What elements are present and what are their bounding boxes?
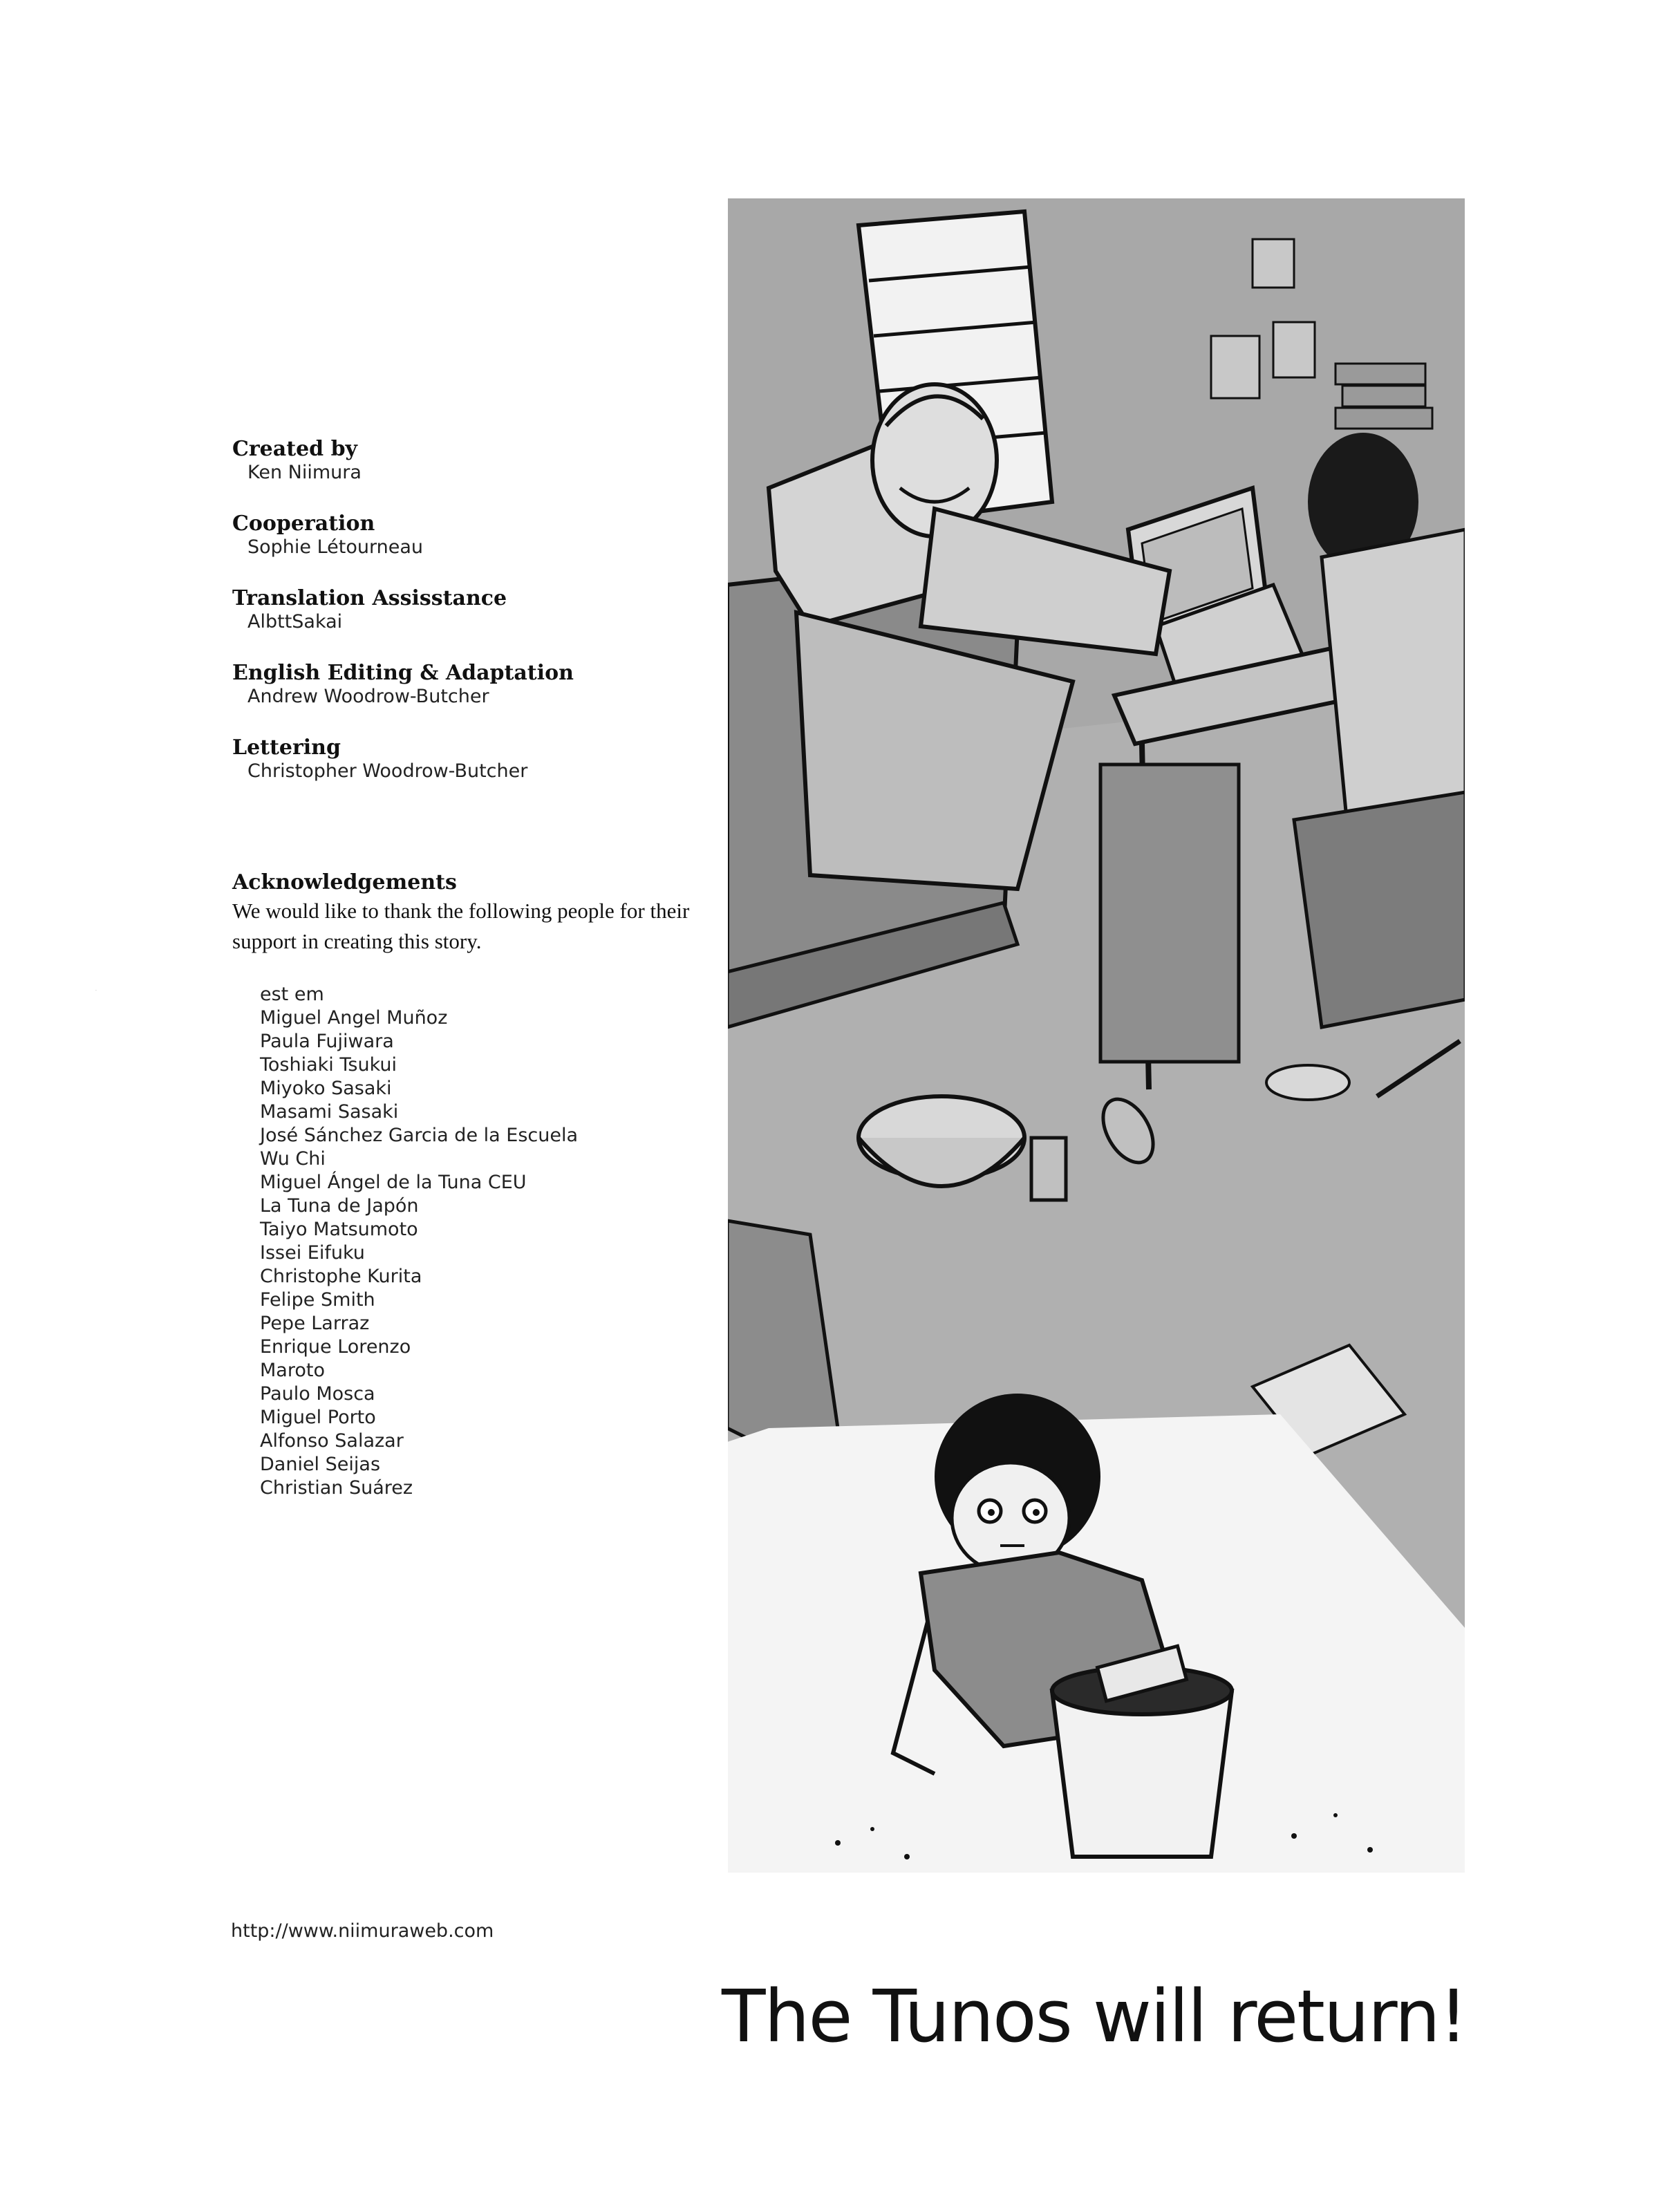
list-item: Taiyo Matsumoto: [260, 1219, 418, 1240]
list-item: Maroto: [260, 1360, 325, 1381]
list-item: Miguel Angel Muñoz: [260, 1007, 448, 1029]
list-item: Toshiaki Tsukui: [260, 1054, 397, 1076]
list-item: Paulo Mosca: [260, 1383, 375, 1405]
credit-heading: English Editing & Adaptation: [232, 661, 574, 685]
credit-name: AlbttSakai: [247, 611, 343, 632]
list-item: Paula Fujiwara: [260, 1031, 394, 1052]
acknowledged-names-list: [260, 983, 578, 1500]
list-item: Miyoko Sasaki: [260, 1078, 392, 1099]
credit-cooperation: [232, 512, 716, 559]
list-item: La Tuna de Japón: [260, 1195, 419, 1217]
acknowledgements-text: We would like to thank the following people for their support in creating this story.: [232, 899, 690, 953]
list-item: Christophe Kurita: [260, 1266, 422, 1287]
credit-name: Sophie Létourneau: [247, 536, 424, 558]
list-item: José Sánchez Garcia de la Escuela: [260, 1125, 579, 1146]
credit-translation: [232, 586, 716, 633]
tagline: The Tunos will return!: [722, 1974, 1467, 2059]
list-item: Wu Chi: [260, 1148, 326, 1170]
tiny-mark: ·: [95, 988, 97, 993]
acknowledgements-heading: Acknowledgements: [232, 870, 457, 894]
list-item: Enrique Lorenzo: [260, 1336, 411, 1358]
list-item: Pepe Larraz: [260, 1313, 370, 1334]
credit-name: Christopher Woodrow-Butcher: [247, 760, 528, 782]
credit-heading: Lettering: [232, 735, 341, 760]
list-item: Alfonso Salazar: [260, 1430, 404, 1452]
credit-name: Andrew Woodrow-Butcher: [247, 686, 489, 707]
credits-list: [232, 437, 716, 810]
credit-created-by: [232, 437, 716, 484]
list-item: Daniel Seijas: [260, 1454, 381, 1475]
list-item: est em: [260, 984, 324, 1005]
list-item: Miguel Porto: [260, 1407, 376, 1428]
acknowledgements-section: [232, 870, 716, 957]
list-item: Issei Eifuku: [260, 1242, 365, 1264]
list-item: Masami Sasaki: [260, 1101, 399, 1123]
credit-heading: Cooperation: [232, 512, 375, 536]
list-item: Miguel Ángel de la Tuna CEU: [260, 1172, 527, 1193]
list-item: Christian Suárez: [260, 1477, 413, 1499]
manga-illustration: [727, 198, 1465, 1873]
website-url: http://www.niimuraweb.com: [231, 1920, 494, 1942]
credit-editing: [232, 661, 716, 708]
credit-heading: Created by: [232, 437, 357, 461]
credit-heading: Translation Assisstance: [232, 586, 507, 610]
list-item: Felipe Smith: [260, 1289, 375, 1311]
credit-name: Ken Niimura: [247, 462, 362, 483]
credit-lettering: [232, 735, 716, 782]
illustration-drawing: [727, 198, 1465, 1873]
